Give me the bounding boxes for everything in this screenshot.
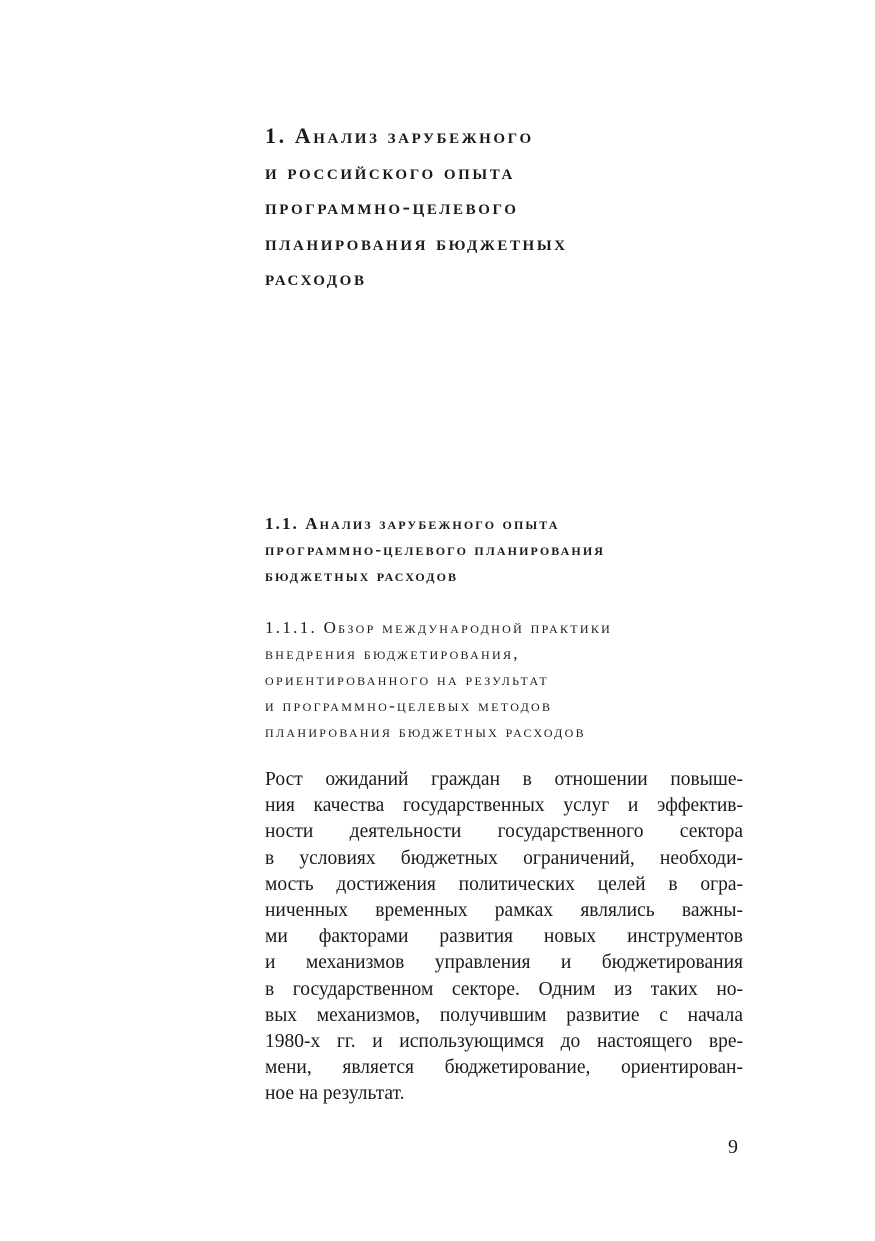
chapter-title-line: программно-целевого (265, 194, 519, 219)
body-line: ми факторами развития новых инструментов (265, 926, 743, 948)
body-line: 1980-х гг. и использующимся до настоящего вре- (265, 1031, 743, 1053)
section-title-line: программно-целевого планирования (265, 540, 606, 559)
subsection-title (265, 615, 745, 745)
subsection-title-line: 1.1.1. Обзор международной практики (265, 618, 613, 637)
subsection-title-line: ориентированного на результат (265, 670, 550, 689)
body-line: вых механизмов, получившим развитие с начала (265, 1004, 743, 1026)
body-line: Рост ожиданий граждан в отношении повыше- (265, 769, 743, 790)
chapter-title-line: 1. Анализ зарубежного (265, 123, 534, 148)
body-line: и механизмов управления и бюджетирования (265, 952, 743, 974)
body-line: ниченных временных рамках являлись важны- (265, 900, 743, 922)
body-line: в условиях бюджетных ограничений, необходи- (265, 847, 743, 869)
chapter-title-line: и российского опыта (265, 158, 515, 184)
body-line: в государственном секторе. Одним из таких но- (265, 978, 743, 1000)
page-number: 9 (728, 1136, 738, 1158)
body-line: ния качества государственных услуг и эффектив- (265, 795, 743, 817)
body-paragraph (265, 767, 743, 1108)
subsection-title-line: планирования бюджетных расходов (265, 722, 586, 741)
chapter-title (265, 118, 745, 296)
body-line: мени, является бюджетирование, ориентирован- (265, 1057, 743, 1079)
section-title-line: бюджетных расходов (265, 566, 459, 585)
section-title-line: 1.1. Анализ зарубежного опыта (265, 514, 560, 533)
body-line: ности деятельности государственного сектора (265, 821, 743, 843)
subsection-title-line: внедрения бюджетирования, (265, 644, 520, 663)
subsection-title-line: и программно-целевых методов (265, 696, 553, 715)
chapter-title-line: планирования бюджетных (265, 229, 568, 255)
body-line: мость достижения политических целей в огра- (265, 873, 743, 895)
chapter-title-line: расходов (265, 265, 367, 290)
section-title (265, 511, 745, 589)
body-line: ное на результат. (265, 1083, 405, 1105)
